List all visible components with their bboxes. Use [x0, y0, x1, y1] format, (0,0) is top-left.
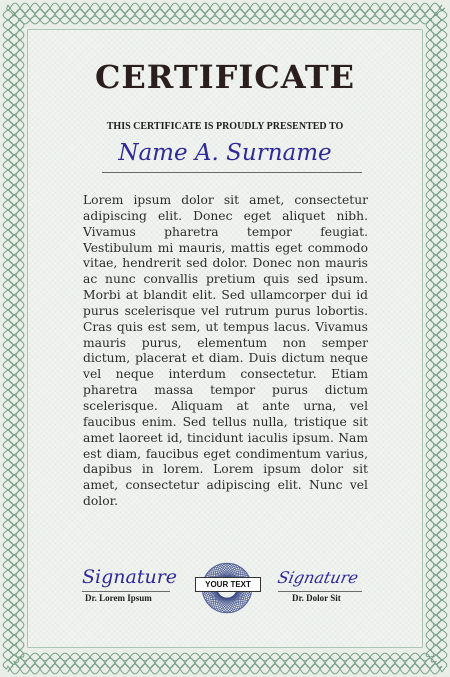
left-signature-line [82, 591, 170, 592]
certificate-body-text: Lorem ipsum dolor sit amet, consectetur adipiscing elit. Donec eget aliquet nibh. Vivamus pharetra tempor feugiat. Vestibulum mi mauris, mattis eget commodo vitae, hendrerit sed dolor. Donec non mauris ac nunc convallis pretium quis sed ipsum. Morbi at blandit elit. Sed ullamcorper dui id purus scelerisque vel rutrum purus lobortis. Cras quis est sem, ut tempus lacus. Vivamus mauris purus, elementum non semper dictum, placerat et diam. Duis dictum neque vel neque interdum consectetur. Etiam pharetra massa tempor purus dictum scelerisque. Aliquam at ante urna, vel faucibus enim. Sed tellus nulla, tristique sit amet laoreet id, tincidunt iaculis ipsum. Nam est diam, faucibus eget condimentum varius, dapibus in lorem. Lorem ipsum dolor sit amet, consectetur adipiscing elit. Nunc vel dolor. [83, 193, 368, 509]
seal-text: YOUR TEXT [195, 577, 261, 592]
certificate-subtitle: THIS CERTIFICATE IS PROUDLY PRESENTED TO [106, 121, 344, 132]
recipient-name: Name A. Surname [118, 140, 332, 166]
certificate-title: CERTIFICATE [94, 58, 356, 96]
right-signer-name: Dr. Dolor Sit [292, 593, 341, 603]
right-signature-line [278, 591, 362, 592]
recipient-underline [102, 172, 362, 173]
right-signature: Signature [275, 568, 361, 587]
left-signature: Signature [82, 566, 178, 588]
left-signer-name: Dr. Lorem Ipsum [85, 593, 152, 603]
